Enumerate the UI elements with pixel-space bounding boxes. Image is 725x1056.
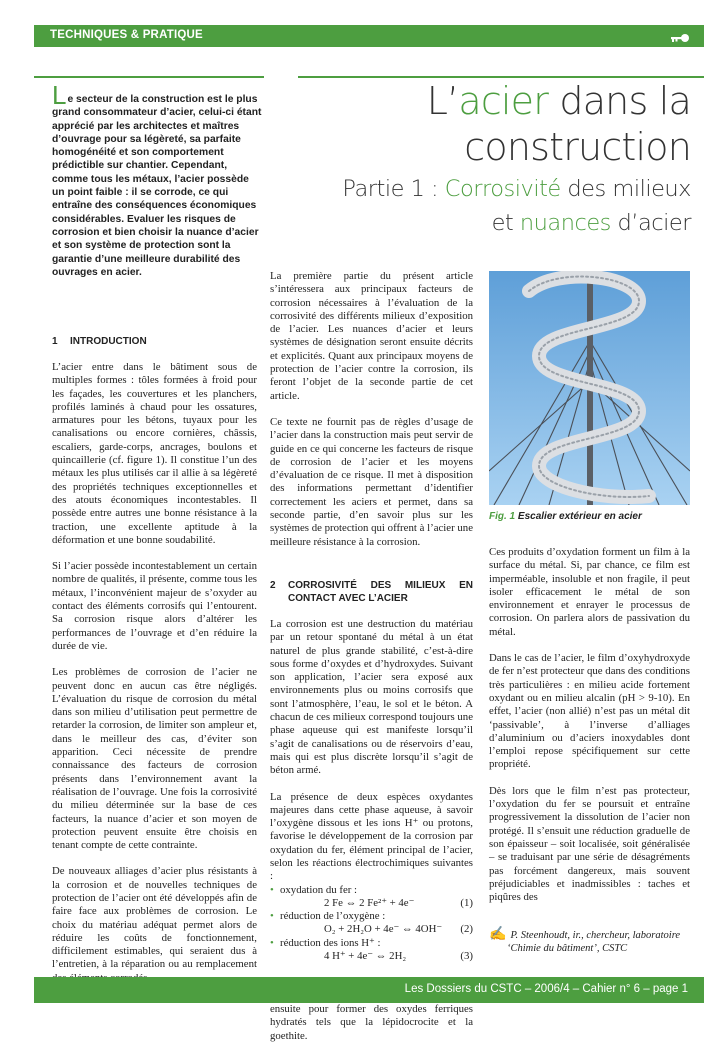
paragraph: L’acier entre dans le bâtiment sous de multiples formes : tôles formées à froid pour les façades, les couvertures et les planchers, profilés laminés à chaud pour les ossatures, armatures pour les bétons, tuyaux pour les canalisations ou encore cornières, châssis, escaliers, garde-corps, ancrages, boulons et quincaillerie (cf. figure 1). Il constitue l’un des métaux les plus utilisés car il allie à sa légèreté des propriétés techniques exceptionnelles et des atouts économiques incontestables. Il possède entre autres une bonne résistance à la traction, une excellente aptitude à la déformation et une bonne soudabilité. [52,361,257,546]
paragraph: ensuite pour former des oxydes ferriques hydratés tels que la lépidocrocite et la goethite. [270,1002,473,1042]
paragraph: Dans le cas de l’acier, le film d’oxyhydroxyde de fer n’est protecteur que dans des conditions très particulières : en milieu acide fortement oxydant ou en milieu alcalin (pH > 9-10). En effet, l’acier (non allié) n’est pas un métal dit ‘passivable’, à l’inverse d’alliages d’aluminium ou d’aciers inoxydables dont l’emploi repose spécifiquement sur cette propriété. [489,652,690,771]
column-3 [489,546,690,917]
column-2 [270,270,473,1056]
equation-text: O₂ + 2H₂O + 4e⁻ ⇔ 4OH⁻ [324,923,443,936]
title-part: L’ [426,79,459,123]
footer-text: Les Dossiers du CSTC – 2006/4 – Cahier n° 6 – page 1 [404,983,688,995]
subtitle-part: et [491,210,520,236]
equation [280,897,473,910]
section-number: 2 [270,579,276,591]
signature-line: ‘Chimie du bâtiment’, CSTC [507,943,628,954]
section-heading [270,579,473,605]
article-subtitle [271,172,691,240]
reaction-item [270,910,473,937]
paragraph: Ces produits d’oxydation forment un film à la surface du métal. Si, par chance, ce film est imperméable, insoluble et non fragile, il peut isoler efficacement le métal de son environnement et enrayer le processus de corrosion. On parlera alors de passivation du métal. [489,546,690,638]
figure-caption-text: Escalier extérieur en acier [515,511,642,522]
paragraph: La présence de deux espèces oxydantes majeures dans cette phase aqueuse, à savoir l’oxygène dissous et les ions H⁺ ou protons, favorise le développement de la corrosion par oxydation du fer, élément principal de l’acier, selon les réactions électrochimiques suivantes : [270,790,473,883]
paragraph: La corrosion est une destruction du matériau par un retour spontané du métal à un état naturel de plus grande stabilité, c’est-à-dire sous forme d’oxydes et d’hydroxydes. Suivant son application, l’acier sera exposé aux environnements plus ou moins corrosifs que sont l’atmosphère, l’eau, le sol et le béton. A chacun de ces milieux correspond toujours une phase aqueuse qui est manifeste lorsqu’il s’agit de canalisations ou de réservoirs d’eau, mais qui est plus discrète lorsqu’il s’agit de béton armé. [270,617,473,777]
title-part: dans la [548,79,691,123]
staircase-photo [489,271,690,505]
subtitle-accent: Corrosivité [444,176,561,202]
page-footer [34,977,704,1003]
reaction-label: réduction de l’oxygène : [280,910,386,923]
paragraph: De nouveaux alliages d’acier plus résistants à la corrosion et de nouvelles techniques de protection de l’acier ont été développés afin de faire face aux problèmes de corrosion. Le choix du matériau adéquat permet alors de réduire les coûts de fonctionnement, difficilement estimables, qui seraient dus à l’entretien, à la réparation ou au remplacement [52,865,257,971]
paragraph: Si l’acier possède incontestablement un certain nombre de qualités, il présente, comme tous les métaux, l’inconvénient majeur de s’oxyder au contact des éléments corrosifs qui l’entourent. Sa corrosion risque alors d’altérer les performances de l’ouvrage et d’en réduire la durée de vie. [52,560,257,652]
subtitle-part: des milieux [560,176,691,202]
article-title [271,78,691,170]
subtitle-part: Partie 1 : [342,176,445,202]
reaction-item [270,884,473,911]
drop-cap: L [52,80,67,110]
lead-paragraph [52,80,264,279]
section-title: INTRODUCTION [70,336,147,347]
figure-caption [489,511,690,522]
author-signature [489,928,690,955]
paragraph: Les problèmes de corrosion de l’acier ne peuvent donc en aucun cas être négligés. L’évaluation du risque de corrosion du métal dans son milieu d’utilisation peut permettre de retarder la corrosion, de limiter son ampleur et, dans le meilleur des cas, d’éviter son apparition. Ceci nécessite de prendre connaissance des facteurs de corrosion présents dans l’environnement avant la réalisation de l’ouvrage. Une fois la corrosivité du milieu déterminée sur la base de ces facteurs, la nuance d’acier et son moyen de protection peuvent ensuite être choisis en tenant compte de cette contrainte. [52,666,257,852]
lead-rule [34,76,264,78]
equation-text: 4 H⁺ + 4e⁻ ⇔ 2H₂ [324,950,407,963]
section-label: TECHNIQUES & PRATIQUE [50,29,203,41]
bullet-icon: • [270,910,274,923]
equation [280,950,473,963]
equation-number: (3) [460,950,473,963]
section-number: 1 [52,336,58,347]
subtitle-accent: nuances [519,210,611,236]
section-banner [34,25,704,47]
section-title: CORROSIVITÉ DES MILIEUX EN CONTACT AVEC L’ACIER [288,579,473,604]
subtitle-part: d’acier [610,210,691,236]
paragraph: Dès lors que le film n’est pas protecteur, l’oxydation du fer se poursuit et entraîne progressivement la dissolution de l’acier non protégé. Il s’ensuit une réduction graduelle de son épaisseur – soit localisée, soit généralisée – se traduisant par une série de désagréments pas forcément dangereux, mais souvent préjudiciables et inadmissibles : taches et piqûres des [489,784,690,904]
bullet-icon: • [270,936,274,949]
equation-number: (1) [460,896,473,909]
bullet-icon: • [270,883,274,896]
equation-number: (2) [460,923,473,936]
column-1 [52,335,257,998]
paragraph: Ce texte ne fournit pas de règles d’usage de l’acier dans la construction mais peut servir de guide en ce qui concerne les facteurs de risque de corrosion de l’acier et les moyens d’évaluation de ce risque. Il met à disposition des informations permettant d’identifier correctement les aciers et permet, dans sa seconde partie, d’en savoir plus sur les systèmes de protection qui offrent à l’acier une meilleure résistance à la corrosion. [270,415,473,548]
reaction-item [270,937,473,964]
signature-line: P. Steenhoudt, ir., chercheur, laboratoire [510,930,681,941]
title-accent: acier [458,79,549,123]
reaction-label: réduction des ions H⁺ : [280,936,381,949]
key-icon [670,30,690,48]
reaction-label: oxydation du fer : [280,883,358,896]
pen-icon: ✍ [489,927,507,942]
section-heading [52,335,257,348]
figure-label: Fig. 1 [489,511,516,522]
lead-text: e secteur de la construction est le plus grand consommateur d’acier, celui-ci étant apprécié par les architectes et maîtres d’ouvrage pour sa légèreté, sa parfaite homogénéité et son comportement prédictible sur chantier. Cependant, comme tous les métaux, l’acier possède un point faible : il se corrode, ce qui entraîne des conséquences économiques considérables. Evaluer les risques de corrosion et bien choisir la nuance d’acier et son système de protection sont la garantie d’une meilleure durabilité des ouvrages en acier. [52,94,262,278]
equation-text: 2 Fe ⇔ 2 Fe²⁺ + 4e⁻ [324,896,415,909]
reaction-list [270,884,473,964]
title-line2: construction [464,125,691,169]
equation [280,923,473,936]
paragraph: La première partie du présent article s’intéressera aux principaux facteurs de corrosion nécessaires à l’évaluation de la corrosivité des différents milieux d’exposition de l’acier. Les nuances d’acier et leurs systèmes de désignation seront ensuite décrits et explicités. Quant aux principaux moyens de protection de l’acier contre la corrosion, ils feront l’objet de la seconde partie de cet article. [270,270,473,402]
